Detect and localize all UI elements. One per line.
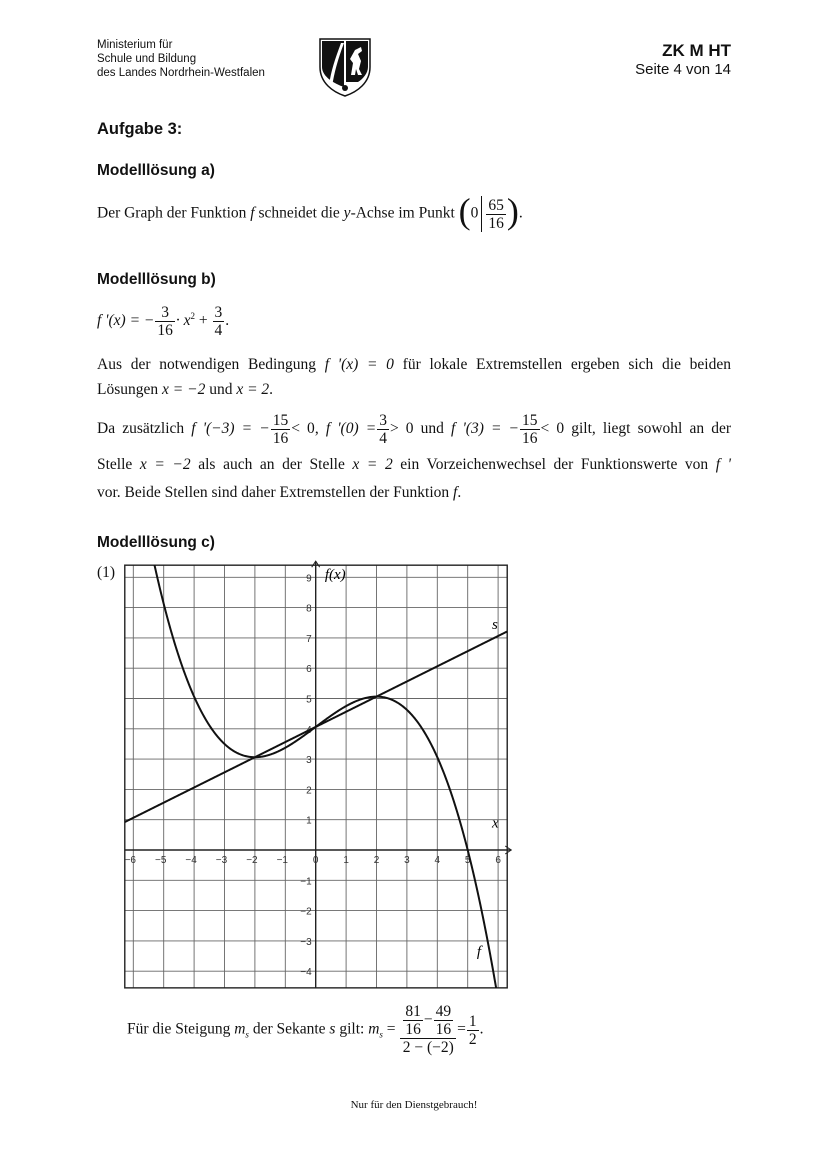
math: f [250, 204, 255, 222]
footer-note: Nur für den Dienstgebrauch! [350, 1099, 478, 1111]
text: . [225, 312, 230, 330]
y-tick-label: 7 [306, 633, 312, 645]
text: . [518, 204, 523, 222]
ministry-line: Schule und Bildung [97, 53, 197, 65]
text: und [413, 420, 452, 438]
y-tick-label: 4 [306, 724, 312, 736]
y-tick-label: −1 [300, 876, 312, 888]
y-tick-label: 5 [306, 694, 312, 706]
nrw-coat-of-arms-logo [317, 37, 373, 97]
text: und [205, 381, 237, 398]
heading-part-b: Modelllösung b) [97, 271, 216, 288]
numerator: 3 [214, 304, 223, 321]
fraction [520, 412, 540, 447]
paren: ) [506, 191, 519, 231]
heading-part-a: Modelllösung a) [97, 162, 215, 179]
y-tick-label: 8 [306, 603, 312, 615]
denominator: 16 [435, 1021, 452, 1038]
math: = [457, 1020, 466, 1038]
numerator [400, 1003, 456, 1039]
math: f '(x) = 0 [324, 356, 394, 373]
text: für lokale Extremstellen ergeben sich die beiden [393, 356, 731, 373]
y-tick-label: 2 [306, 785, 312, 797]
denominator: 4 [214, 322, 223, 339]
text: Stelle [97, 456, 140, 473]
point-y-fraction [486, 197, 506, 232]
y-tick-label: −3 [300, 936, 312, 948]
x-tick-label: −3 [215, 855, 228, 866]
x-tick-label: −6 [124, 855, 137, 866]
paragraph-line [97, 455, 731, 475]
x-tick-label: 5 [464, 855, 471, 866]
text: . [269, 381, 274, 398]
paragraph-line [97, 355, 731, 375]
document-code [635, 41, 731, 79]
math: f '(3) = − [451, 420, 520, 438]
denominator: 2 [468, 1030, 477, 1048]
task-title: Aufgabe 3: [97, 120, 183, 138]
denominator: 16 [272, 430, 289, 447]
text: schneidet die [254, 204, 344, 222]
fraction [467, 1013, 479, 1048]
paren: ( [458, 191, 471, 231]
fraction [434, 1003, 454, 1038]
text: gilt: [335, 1020, 369, 1038]
x-tick-label: 6 [495, 855, 501, 866]
math: x = −2 [139, 456, 191, 473]
paragraph-line [97, 380, 731, 400]
heading-part-c: Modelllösung c) [97, 534, 215, 551]
item-number: (1) [97, 564, 116, 581]
x-tick-label: 1 [343, 855, 349, 866]
text: Der Graph der Funktion [97, 204, 251, 222]
x-tick-label: 0 [312, 855, 319, 866]
numerator: 1 [468, 1012, 477, 1030]
text: Lösungen [97, 381, 163, 398]
y-tick-label: −4 [300, 967, 312, 979]
denominator: 16 [522, 430, 538, 447]
text: Für die Steigung [127, 1020, 235, 1038]
ministry-line: Ministerium für [97, 39, 173, 51]
text: . [457, 484, 462, 501]
text: als auch an der Stelle [190, 456, 353, 473]
denominator: 16 [157, 322, 173, 339]
series-f-label: f [476, 944, 481, 961]
paragraph-line [97, 412, 731, 447]
separator [481, 196, 482, 232]
math: f '(x) = − [97, 312, 155, 330]
math: f '(0) = [325, 420, 377, 438]
exponent: 2 [190, 310, 196, 321]
slope-fraction [400, 1003, 456, 1057]
fraction [155, 304, 175, 339]
math: < 0 [540, 420, 565, 438]
numerator: 15 [522, 412, 538, 429]
text: . [479, 1020, 484, 1038]
function-graph [120, 560, 520, 1000]
math: = [382, 1020, 396, 1038]
part-a-text [97, 191, 731, 232]
y-tick-label: 3 [306, 755, 312, 767]
math: f [453, 484, 458, 501]
math: s [329, 1020, 336, 1038]
numerator: 49 [435, 1003, 452, 1020]
math: y [343, 204, 351, 222]
math: < 0 [291, 420, 315, 438]
math: f '(−3) = − [191, 420, 270, 438]
denominator: 16 [405, 1021, 421, 1038]
x-tick-label: 2 [373, 855, 380, 866]
point-x: 0 [470, 204, 479, 222]
ministry-name [97, 38, 265, 80]
x-tick-label: 3 [404, 855, 410, 866]
math: x = 2 [352, 456, 393, 473]
math: x = −2 [162, 381, 206, 398]
denominator: 16 [488, 214, 504, 232]
math: x = 2 [236, 381, 270, 398]
y-tick-label: −2 [300, 906, 312, 918]
paragraph-line [97, 483, 731, 503]
derivative-formula [97, 304, 731, 339]
math: m [368, 1020, 380, 1038]
y-axis-label: f(x) [324, 566, 346, 583]
x-tick-label: 4 [434, 855, 441, 866]
numerator: 15 [272, 412, 289, 429]
y-tick-label: 1 [306, 815, 312, 827]
fraction [271, 412, 291, 447]
x-tick-label: −2 [246, 855, 258, 866]
math: + [195, 312, 212, 330]
denominator: 4 [379, 430, 387, 447]
page-number: Seite 4 von 14 [635, 61, 731, 78]
x-tick-label: −4 [185, 855, 197, 866]
slope-formula [127, 1003, 484, 1057]
math: f ' [715, 456, 731, 473]
x-axis-label: x [492, 815, 499, 832]
denominator: 2 − (−2) [402, 1039, 454, 1056]
series-s-label: s [492, 616, 498, 633]
text: , [314, 420, 326, 438]
text: gilt, liegt sowohl an der [564, 420, 731, 438]
numerator: 65 [488, 196, 504, 214]
math: − [423, 1011, 433, 1029]
text: Da zusätzlich [97, 420, 192, 438]
fraction [377, 412, 389, 447]
fraction [403, 1003, 423, 1038]
numerator: 3 [155, 304, 175, 322]
y-tick-label: 6 [306, 664, 312, 676]
math: > 0 [389, 420, 414, 438]
math: s [245, 1029, 249, 1040]
ministry-line: des Landes Nordrhein-Westfalen [97, 67, 265, 79]
fraction [213, 304, 225, 339]
math: m [234, 1020, 246, 1038]
doc-code: ZK M HT [662, 41, 731, 60]
text: Aus der notwendigen Bedingung [97, 356, 325, 373]
text: ein Vorzeichenwechsel der Funktionswerte von [392, 456, 716, 473]
math: · x [175, 312, 191, 330]
numerator: 81 [405, 1003, 421, 1020]
x-tick-label: −5 [154, 855, 167, 866]
numerator: 3 [379, 412, 387, 429]
x-tick-label: −1 [276, 855, 289, 866]
text: vor. Beide Stellen sind daher Extremstellen der Funktion [97, 484, 454, 501]
math: s [379, 1029, 383, 1040]
text: -Achse im Punkt [350, 204, 459, 222]
text: der Sekante [248, 1020, 330, 1038]
y-tick-label: 9 [306, 573, 312, 585]
